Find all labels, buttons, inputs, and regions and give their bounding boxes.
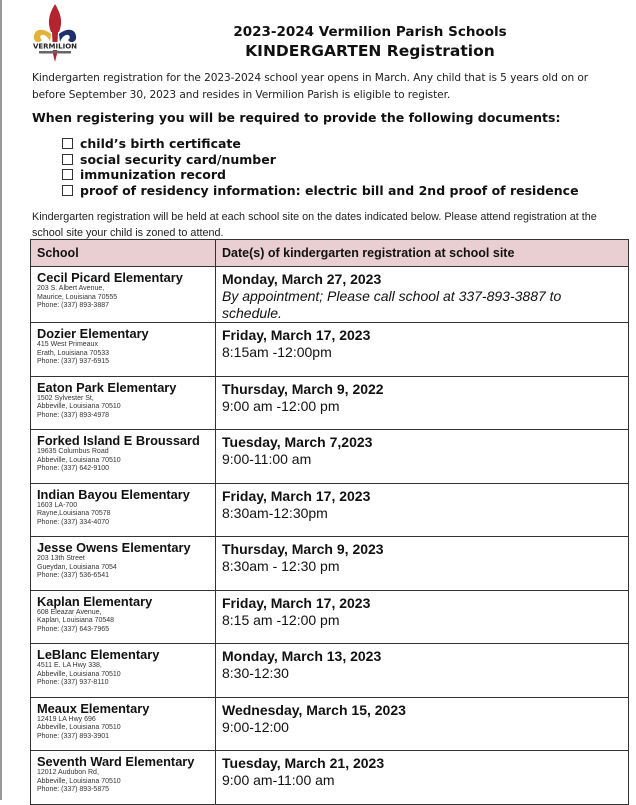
document-item	[62, 136, 579, 152]
registration-date: Monday, March 27, 2023	[222, 271, 382, 287]
checkbox-icon[interactable]	[62, 154, 73, 165]
registration-date: Friday, March 17, 2023	[222, 487, 371, 504]
school-phone: Phone: (337) 937-8110	[37, 679, 109, 686]
table-row	[31, 751, 629, 805]
school-cell	[31, 590, 216, 644]
table-row	[31, 590, 629, 644]
school-cell	[31, 644, 216, 698]
school-name: Meaux Elementary	[37, 700, 150, 716]
table-header-row	[31, 240, 629, 267]
registration-note: Kindergarten registration will be held at each school site on the dates indicated below. Please attend registration at the school site your child is zoned to attend.	[32, 211, 597, 239]
school-cell	[31, 323, 216, 377]
title-block	[150, 24, 590, 61]
school-phone: Phone: (337) 937-6915	[37, 358, 109, 365]
school-address-line1: 19635 Columbus Road	[37, 448, 109, 455]
registration-cell	[216, 697, 629, 751]
column-header-school: School	[31, 240, 216, 267]
registration-cell	[216, 483, 629, 537]
registration-date: Wednesday, March 15, 2023	[222, 701, 406, 718]
table-row	[31, 697, 629, 751]
school-address-line1: 203 S. Albert Avenue,	[37, 285, 105, 292]
school-address-line2: Abbeville, Louisiana 70510	[37, 670, 121, 678]
school-address-line2: Maurice, Louisiana 70555	[37, 293, 118, 301]
school-address-line2: Erath, Louisiana 70533	[37, 349, 109, 357]
school-address-line2: Abbeville, Louisiana 70510	[37, 777, 121, 785]
intro-paragraph: Kindergarten registration for the 2023-2024 school year opens in March. Any child that is 5 years old on or before September 30, 2023 and resides in Vermilion Parish is eligible to register.	[32, 72, 589, 101]
school-name: Forked Island E Broussard	[37, 433, 200, 448]
school-name: Eaton Park Elementary	[37, 379, 177, 395]
table-row	[31, 483, 629, 537]
document-item	[62, 152, 579, 168]
checkbox-icon[interactable]	[62, 169, 73, 180]
school-address-line2: Gueydan, Louisiana 7054	[37, 563, 117, 571]
table-row	[31, 644, 629, 698]
school-cell	[31, 537, 216, 591]
school-address-line2: Kaplan, Louisiana 70548	[37, 617, 115, 624]
school-cell	[31, 430, 216, 484]
registration-date: Monday, March 13, 2023	[222, 648, 382, 664]
school-address-line2: Abbeville, Louisiana 70510	[37, 724, 121, 731]
school-address-line2: Rayne,Louisiana 70578	[37, 510, 111, 517]
school-phone: Phone: (337) 893-3901	[37, 732, 109, 740]
documents-checklist	[62, 136, 579, 198]
registration-date: Friday, March 17, 2023	[222, 327, 371, 343]
registration-date: Thursday, March 9, 2023	[222, 541, 384, 557]
document-label: social security card/number	[80, 151, 276, 167]
school-phone: Phone: (337) 536-6541	[37, 572, 109, 579]
school-address-line1: 1502 Sylvester St,	[37, 394, 94, 402]
registration-time: 9:00 am-11:00 am	[222, 772, 335, 788]
registration-cell	[216, 430, 629, 484]
school-address-line1: 1603 LA-700	[37, 501, 78, 509]
school-cell	[31, 376, 216, 430]
school-name: Cecil Picard Elementary	[37, 270, 183, 285]
school-address-line1: 415 West Primeaux	[37, 341, 98, 348]
school-name: Jesse Owens Elementary	[37, 540, 191, 555]
school-cell	[31, 267, 216, 323]
document-item	[62, 183, 579, 199]
school-phone: Phone: (337) 893-5875	[37, 786, 109, 793]
documents-heading: When registering you will be required to provide the following documents:	[32, 110, 561, 125]
registration-time: By appointment; Please call school at 337-893-3887 to schedule.	[222, 288, 562, 321]
registration-time: 9:00-12:00	[222, 718, 289, 735]
registration-date: Tuesday, March 21, 2023	[222, 755, 385, 771]
school-name: Kaplan Elementary	[37, 593, 153, 609]
document-label: child’s birth certificate	[80, 136, 241, 151]
registration-time: 8:15am -12:00pm	[222, 344, 332, 360]
registration-time: 9:00 am -12:00 pm	[222, 397, 340, 414]
registration-time: 8:15 am -12:00 pm	[222, 611, 340, 628]
school-phone: Phone: (337) 642-9100	[37, 465, 109, 472]
table-row	[31, 430, 629, 484]
checkbox-icon[interactable]	[62, 185, 73, 196]
school-address-line1: 4511 E. LA Hwy 338,	[37, 662, 102, 669]
registration-cell	[216, 590, 629, 644]
table-body	[31, 267, 629, 805]
school-phone: Phone: (337) 893-3887	[37, 302, 109, 309]
registration-time: 8:30am-12:30pm	[222, 504, 328, 521]
school-name: Seventh Ward Elementary	[37, 754, 195, 769]
registration-date: Thursday, March 9, 2022	[222, 380, 384, 397]
registration-date: Tuesday, March 7,2023	[222, 434, 373, 450]
school-phone: Phone: (337) 643-7965	[37, 625, 109, 633]
registration-date: Friday, March 17, 2023	[222, 594, 371, 611]
table-row	[31, 376, 629, 430]
document-item	[62, 167, 579, 183]
svg-text:VERMILION: VERMILION	[32, 42, 78, 51]
document-label: proof of residency information: electric bill and 2nd proof of residence	[80, 182, 579, 198]
registration-time: 8:30am - 12:30 pm	[222, 558, 340, 574]
school-address-line2: Abbeville, Louisiana 70510	[37, 403, 121, 410]
school-address-line2: Abbeville, Louisiana 70510	[37, 456, 121, 464]
table-row	[31, 537, 629, 591]
registration-time: 9:00-11:00 am	[222, 451, 312, 467]
school-name: LeBlanc Elementary	[37, 647, 160, 662]
registration-cell	[216, 537, 629, 591]
fleur-de-lis-icon	[30, 2, 80, 64]
school-phone: Phone: (337) 334-4070	[37, 518, 109, 526]
school-cell	[31, 751, 216, 805]
school-address-line1: 608 Eleazar Avenue,	[37, 608, 102, 616]
registration-cell	[216, 323, 629, 377]
registration-time: 8:30-12:30	[222, 665, 289, 681]
school-address-line1: 12012 Audubon Rd,	[37, 769, 99, 776]
document-label: immunization record	[80, 167, 226, 182]
school-name: Dozier Elementary	[37, 326, 149, 341]
page-title: KINDERGARTEN Registration	[245, 42, 495, 60]
registration-cell	[216, 644, 629, 698]
checkbox-icon[interactable]	[62, 138, 73, 149]
registration-cell	[216, 751, 629, 805]
school-cell	[31, 483, 216, 537]
school-phone: Phone: (337) 893-4978	[37, 411, 109, 419]
title-year-district: 2023-2024 Vermilion Parish Schools	[233, 24, 507, 40]
registration-cell	[216, 376, 629, 430]
school-address-line1: 203 13th Street	[37, 555, 85, 562]
table-row	[31, 267, 629, 323]
school-name: Indian Bayou Elementary	[37, 486, 190, 502]
column-header-dates: Date(s) of kindergarten registration at school site	[216, 240, 629, 267]
table-row	[31, 323, 629, 377]
vermilion-logo	[30, 2, 80, 64]
page-border	[0, 0, 2, 800]
school-address-line1: 12419 LA Hwy 696	[37, 715, 96, 723]
school-cell	[31, 697, 216, 751]
registration-table	[30, 239, 629, 805]
registration-cell	[216, 267, 629, 323]
